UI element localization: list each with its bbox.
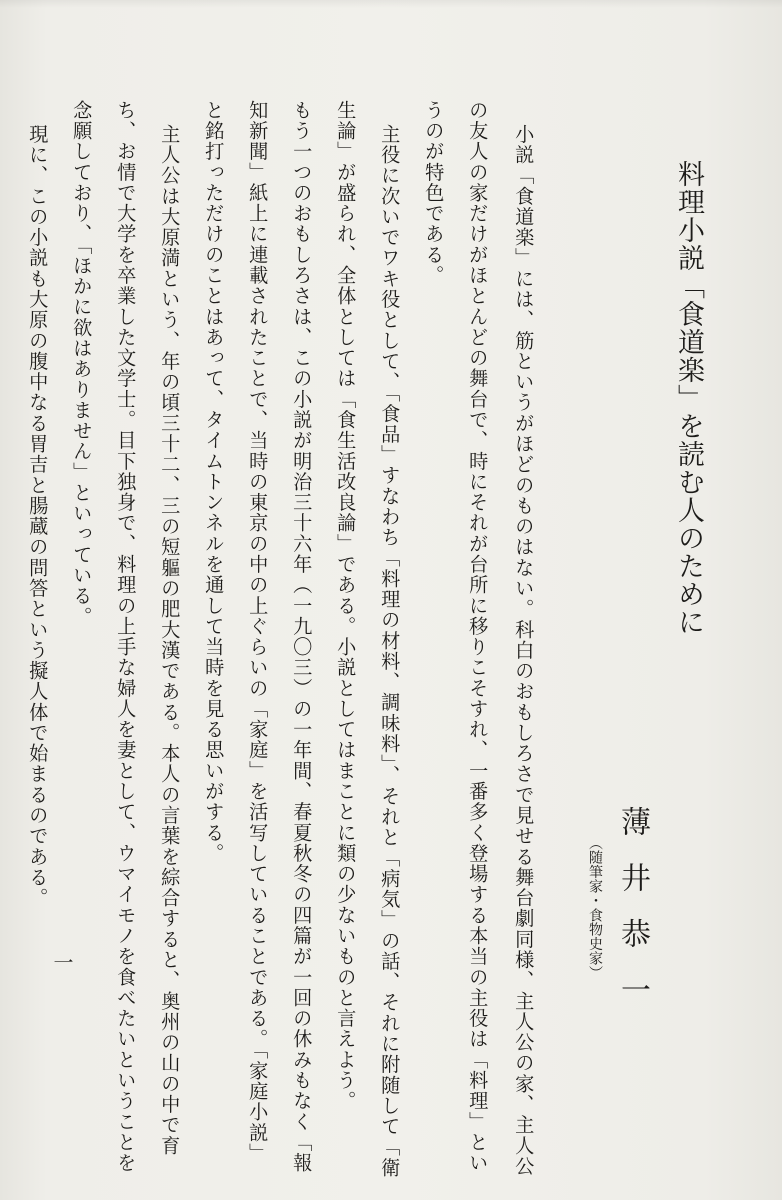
page-edge-shadow (0, 0, 782, 8)
chapter-title: 料理小説「食道楽」を読む人のために (673, 160, 704, 636)
body-line: 念願しており、「ほかに欲はありません」といっている。 (70, 100, 94, 628)
body-line: 現に、この小説も大原の腹中なる胃吉と腸蔵の問答という擬人体で始まるのである。 (26, 124, 50, 909)
body-line: もう一つのおもしろさは、この小説が明治三十六年（一九〇三）の一年間、春夏秋冬の四篇が一回の休みもなく「報 (290, 100, 314, 1174)
body-line: 知新聞」紙上に連載されたことで、当時の東京の中の上ぐらいの「家庭」を活写していることである。「家庭小説」 (246, 100, 270, 1164)
body-line: 生論」が盛られ、全体としては「食生活改良論」である。小説としてはまことに類の少ないものと言えよう。 (334, 100, 358, 1112)
body-line: うのが特色である。 (422, 100, 446, 286)
author-name: 薄井恭一 (615, 806, 650, 1030)
body-line: 小説「食道楽」には、筋というがほどのものはない。科白のおもしろさで見せる舞台劇同様、主人公の家、主人公 (512, 124, 536, 1177)
body-line: 主人公は大原満という、年の頃三十二、三の短軀の肥大漢である。本人の言葉を綜合すると、奥州の山の中で育 (158, 124, 182, 1156)
body-line: の友人の家だけがほとんどの舞台で、時にそれが台所に移りこそすれ、一番多く登場する本当の主役は「料理」とい (466, 100, 490, 1174)
author-role: （随筆家・食物史家） (587, 836, 603, 980)
body-line: 主役に次いでワキ役として、「食品」すなわち「料理の材料、調味料」、それと「病気」の話、それに附随して「衛 (378, 124, 402, 1179)
page-number: 一 (50, 952, 74, 972)
body-line: ち、お情で大学を卒業した文学士。目下独身で、料理の上手な婦人を妻として、ウマイモノを食べたいということを (114, 100, 138, 1174)
body-line: と銘打っただけのことはあって、タイムトンネルを通して当時を見る思いがする。 (202, 100, 226, 864)
